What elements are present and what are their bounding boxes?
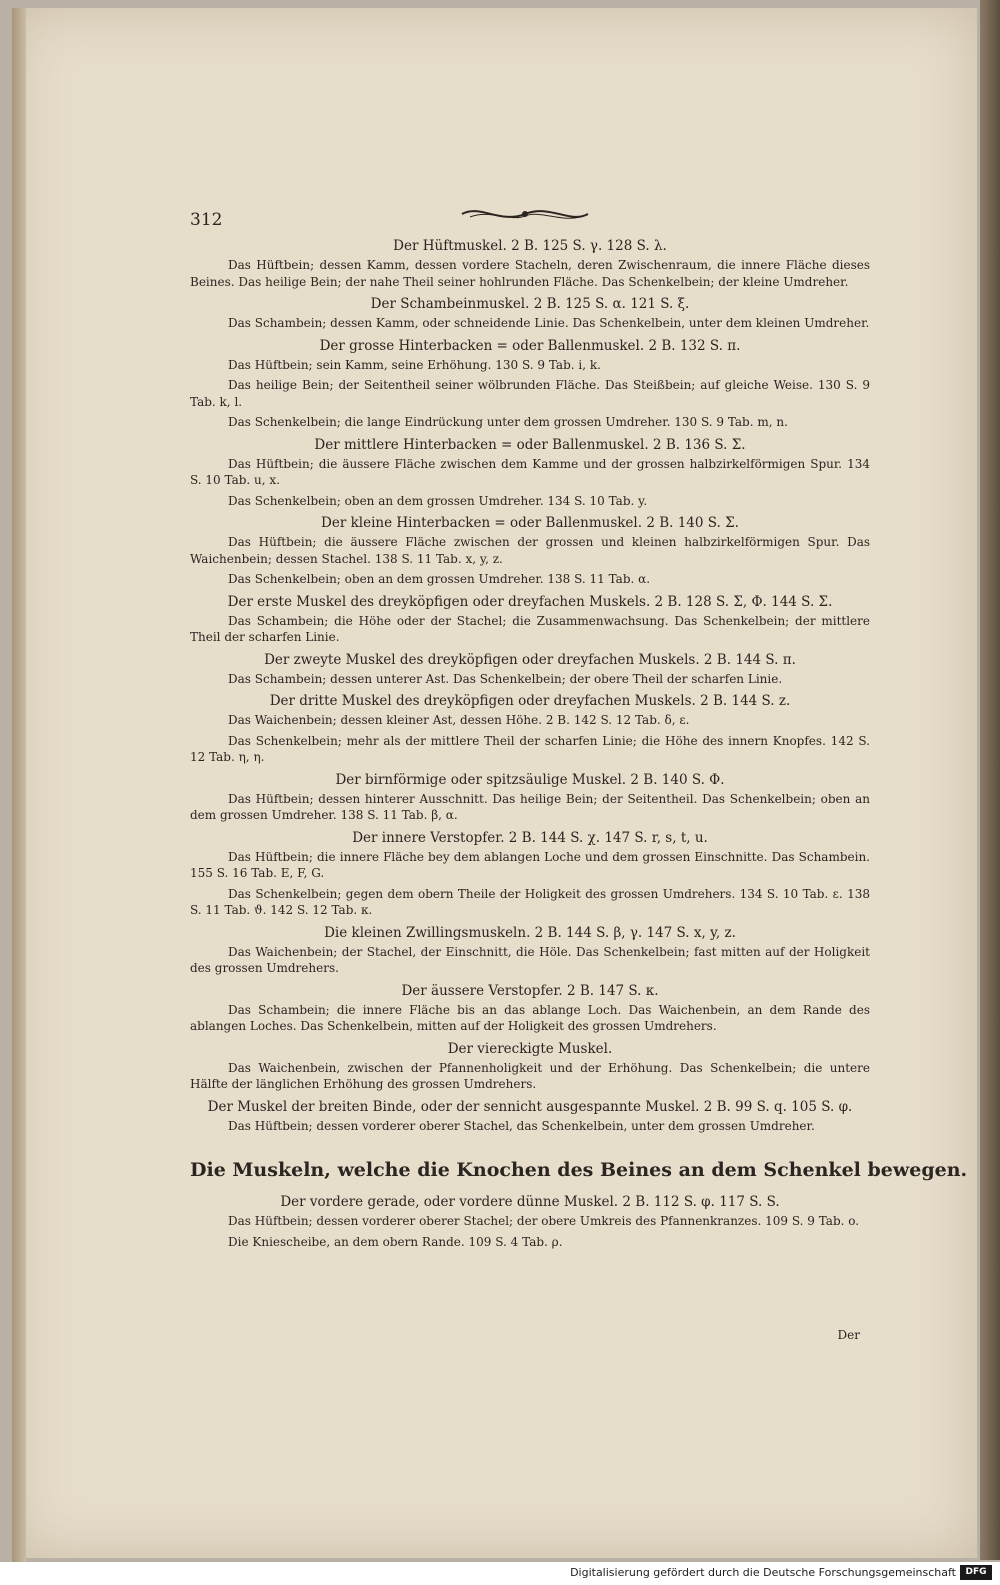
book-binding <box>980 0 1000 1560</box>
attachment-paragraph: Das Hüftbein; die innere Fläche bey dem ablangen Loche und dem grossen Einschnitte. Das Schambein. 155 S. 16 Tab. E, F, G. <box>190 849 870 880</box>
attachment-paragraph: Das Hüftbein; sein Kamm, seine Erhöhung. 130 S. 9 Tab. i, k. <box>228 357 601 372</box>
attachment-paragraph: Das Schambein; dessen Kamm, oder schneidende Linie. Das Schenkelbein, unter dem kleinen Umdreher. <box>228 316 870 330</box>
muscle-heading: Der kleine Hinterbacken = oder Ballenmuskel. 2 B. 140 S. Σ. <box>321 515 739 531</box>
muscle-heading: Der Schambeinmuskel. 2 B. 125 S. α. 121 S. ξ. <box>370 296 690 312</box>
attachment-paragraph: Das Waichenbein; der Stachel, der Einschnitt, die Höle. Das Schenkelbein; fast mitten auf der Holigkeit des grossen Umdrehers. <box>190 944 870 975</box>
muscle-heading: Der Muskel der breiten Binde, oder der sennicht ausgespannte Muskel. 2 B. 99 S. q. 105 S. φ. <box>207 1098 853 1115</box>
attachment-paragraph: Das Schenkelbein; oben an dem grossen Umdreher. 134 S. 10 Tab. y. <box>228 493 648 508</box>
attachment-paragraph: Die Kniescheibe, an dem obern Rande. 109 S. 4 Tab. ρ. <box>228 1234 563 1249</box>
page-edge <box>12 8 26 1568</box>
muscle-heading: Der viereckigte Muskel. <box>447 1040 613 1057</box>
attachment-paragraph: Das Schenkelbein; gegen dem obern Theile der Holigkeit des grossen Umdrehers. 134 S. 10 Tab. ε. 138 S. 11 Tab. ϑ. 142 S. 12 Tab. κ. <box>190 886 870 917</box>
attachment-paragraph: Das Hüftbein; die äussere Fläche zwischen dem Kamme und der grossen halbzirkelförmigen Spur. 134 S. 10 Tab. u, x. <box>190 456 870 487</box>
muscle-heading: Der zweyte Muskel des dreyköpfigen oder dreyfachen Muskels. 2 B. 144 S. π. <box>264 651 796 668</box>
attachment-paragraph: Das Schambein; die Höhe oder der Stachel; die Zusammenwachsung. Das Schenkelbein; der mittlere Theil der scharfen Linie. <box>190 613 870 644</box>
attachment-paragraph: Das Schenkelbein; oben an dem grossen Umdreher. 138 S. 11 Tab. α. <box>228 572 651 586</box>
attachment-paragraph: Das Schambein; die innere Fläche bis an das ablange Loch. Das Waichenbein, an dem Rande des ablangen Loches. Das Schenkelbein, mitten auf der Holigkeit des grossen Umdrehers. <box>190 1002 870 1033</box>
muscle-heading: Der äussere Verstopfer. 2 B. 147 S. κ. <box>401 982 659 999</box>
attachment-paragraph: Das heilige Bein; der Seitentheil seiner wölbrunden Fläche. Das Steißbein; auf gleiche Weise. 130 S. 9 Tab. k, l. <box>190 378 870 409</box>
attachment-paragraph: Das Hüftbein; dessen hinterer Ausschnitt. Das heilige Bein; der Seitentheil. Das Schenkelbein; oben an dem grossen Umdreher. 138 S. 11 Tab. β, α. <box>190 791 870 822</box>
book-page <box>12 8 977 1558</box>
attachment-paragraph: Das Hüftbein; dessen Kamm, dessen vordere Stacheln, deren Zwischenraum, die innere Fläche dieses Beines. Das heilige Bein; der nahe Theil seiner hohlrunden Fläche. Das Schenkelbein; der kleine Umdreher. <box>190 258 870 289</box>
muscle-heading: Der birnförmige oder spitzsäulige Muskel. 2 B. 140 S. Φ. <box>335 771 725 788</box>
attachment-paragraph: Das Hüftbein; die äussere Fläche zwischen der grossen und kleinen halbzirkelförmigen Spur. Das Waichenbein; dessen Stachel. 138 S. 11 Tab. x, y, z. <box>190 535 870 566</box>
ornament-icon <box>460 204 590 224</box>
muscle-heading: Der dritte Muskel des dreyköpfigen oder dreyfachen Muskels. 2 B. 144 S. z. <box>269 693 791 709</box>
attachment-paragraph: Das Hüftbein; dessen vorderer oberer Stachel; der obere Umkreis des Pfannenkranzes. 109 S. 9 Tab. o. <box>228 1214 860 1228</box>
attachment-paragraph: Das Waichenbein, zwischen der Pfannenholigkeit und der Erhöhung. Das Schenkelbein; die untere Hälfte der länglichen Erhöhung des grossen Umdrehers. <box>190 1060 870 1091</box>
section-title: Die Muskeln, welche die Knochen des Beines an dem Schenkel bewegen. <box>190 1159 968 1181</box>
attachment-paragraph: Das Hüftbein; dessen vorderer oberer Stachel, das Schenkelbein, unter dem grossen Umdreher. <box>228 1118 815 1133</box>
dfg-logo: DFG <box>960 1565 992 1580</box>
attachment-paragraph: Das Schenkelbein; die lange Eindrückung unter dem grossen Umdreher. 130 S. 9 Tab. m, n. <box>228 415 788 429</box>
attachment-paragraph: Das Waichenbein; dessen kleiner Ast, dessen Höhe. 2 B. 142 S. 12 Tab. δ, ε. <box>228 713 690 727</box>
catchword: Der <box>837 1328 860 1342</box>
muscle-heading: Der innere Verstopfer. 2 B. 144 S. χ. 147 S. r, s, t, u. <box>352 829 708 846</box>
muscle-heading: Der erste Muskel des dreyköpfigen oder dreyfachen Muskels. 2 B. 128 S. Σ, Φ. 144 S. Σ. <box>227 593 833 610</box>
footer-bar <box>0 1562 1000 1585</box>
footer-credit: Digitalisierung gefördert durch die Deutsche Forschungsgemeinschaft <box>570 1566 956 1579</box>
muscle-heading: Der Hüftmuskel. 2 B. 125 S. γ. 128 S. λ. <box>393 238 667 254</box>
muscle-heading: Der grosse Hinterbacken = oder Ballenmuskel. 2 B. 132 S. π. <box>319 337 741 354</box>
entry-list <box>190 236 968 1254</box>
muscle-heading: Die kleinen Zwillingsmuskeln. 2 B. 144 S. β, γ. 147 S. x, y, z. <box>324 924 736 941</box>
attachment-paragraph: Das Schenkelbein; mehr als der mittlere Theil der scharfen Linie; die Höhe des innern Knopfes. 142 S. 12 Tab. η, η. <box>190 733 870 764</box>
muscle-heading: Der vordere gerade, oder vordere dünne Muskel. 2 B. 112 S. φ. 117 S. S. <box>280 1194 780 1210</box>
attachment-paragraph: Das Schambein; dessen unterer Ast. Das Schenkelbein; der obere Theil der scharfen Linie. <box>228 671 783 686</box>
muscle-heading: Der mittlere Hinterbacken = oder Ballenmuskel. 2 B. 136 S. Σ. <box>314 436 746 453</box>
page-number: 312 <box>190 210 223 230</box>
